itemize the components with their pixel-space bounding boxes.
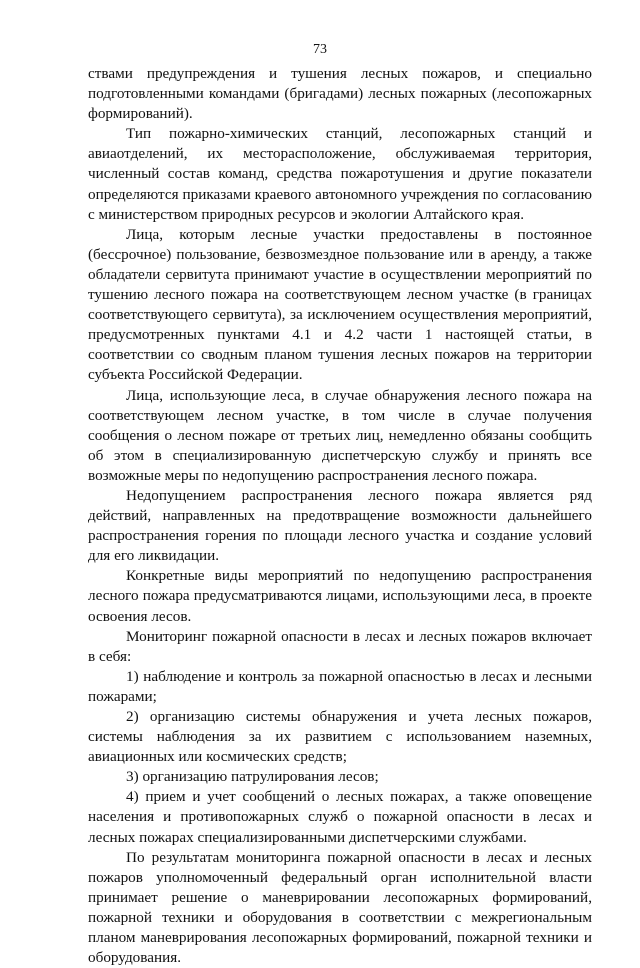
list-item: 3) организацию патрулирования лесов; [126, 768, 379, 786]
paragraph: Недопущением распространения лесного пожара является ряд действий, направленных на предотвращение возможности дальнейшего распространения горения по площади лесного участка и создание условий для его ликвидации. [88, 486, 592, 565]
paragraph: ствами предупреждения и тушения лесных пожаров, и специально подготовленными командами (бригадами) лесных пожарных (лесопожарных формирований). [88, 65, 592, 123]
list-item: 4) прием и учет сообщений о лесных пожарах, а также оповещение населения и противопожарных служб о пожарной опасности в лесах и лесных пожарах специализированными диспетчерскими службами. [88, 788, 592, 846]
paragraph: Лица, использующие леса, в случае обнаружения лесного пожара на соответствующем лесном участке, в том числе в случае получения сообщения о лесном пожаре от третьих лиц, немедленно обязаны сообщить об этом в специализированную диспетчерскую службу и принять все возможные меры по недопущению распространения лесного пожара. [88, 386, 592, 484]
page-number: 73 [313, 42, 327, 57]
paragraph: Конкретные виды мероприятий по недопущению распространения лесного пожара предусматриваются лицами, использующими леса, в проекте освоения лесов. [88, 567, 592, 625]
list-item: 1) наблюдение и контроль за пожарной опасностью в лесах и лесными пожарами; [88, 667, 592, 705]
paragraph: Мониторинг пожарной опасности в лесах и лесных пожаров включает в себя: [88, 627, 592, 665]
paragraph: Тип пожарно-химических станций, лесопожарных станций и авиаотделений, их месторасположение, обслуживаемая территория, численный состав команд, средства пожаротушения и другие показатели определяются приказами краевого автономного учреждения по согласованию с министерством природных ресурсов и экологии Алтайского края. [88, 125, 592, 223]
paragraph: По результатам мониторинга пожарной опасности в лесах и лесных пожаров уполномоченный федеральный орган исполнительной власти принимает решение о маневрировании лесопожарных формирований, пожарной техники и оборудования в соответствии с межрегиональным планом маневрирования лесопожарных формирований, пожарной техники и оборудования. [88, 848, 592, 967]
paragraph: Лица, которым лесные участки предоставлены в постоянное (бессрочное) пользование, безвозмездное пользование или в аренду, а также обладатели сервитута принимают участие в осуществлении мероприятий по тушению лесного пожара на соответствующем лесном участке (в границах соответствующего сервитута), за исключением осуществления мероприятий, предусмотренных пунктами 4.1 и 4.2 части 1 настоящей статьи, в соответствии со сводным планом тушения лесных пожаров на территории субъекта Российской Федерации. [88, 225, 592, 384]
document-body [88, 64, 592, 968]
list-item: 2) организацию системы обнаружения и учета лесных пожаров, системы наблюдения за их развитием с использованием наземных, авиационных или космических средств; [88, 708, 592, 766]
